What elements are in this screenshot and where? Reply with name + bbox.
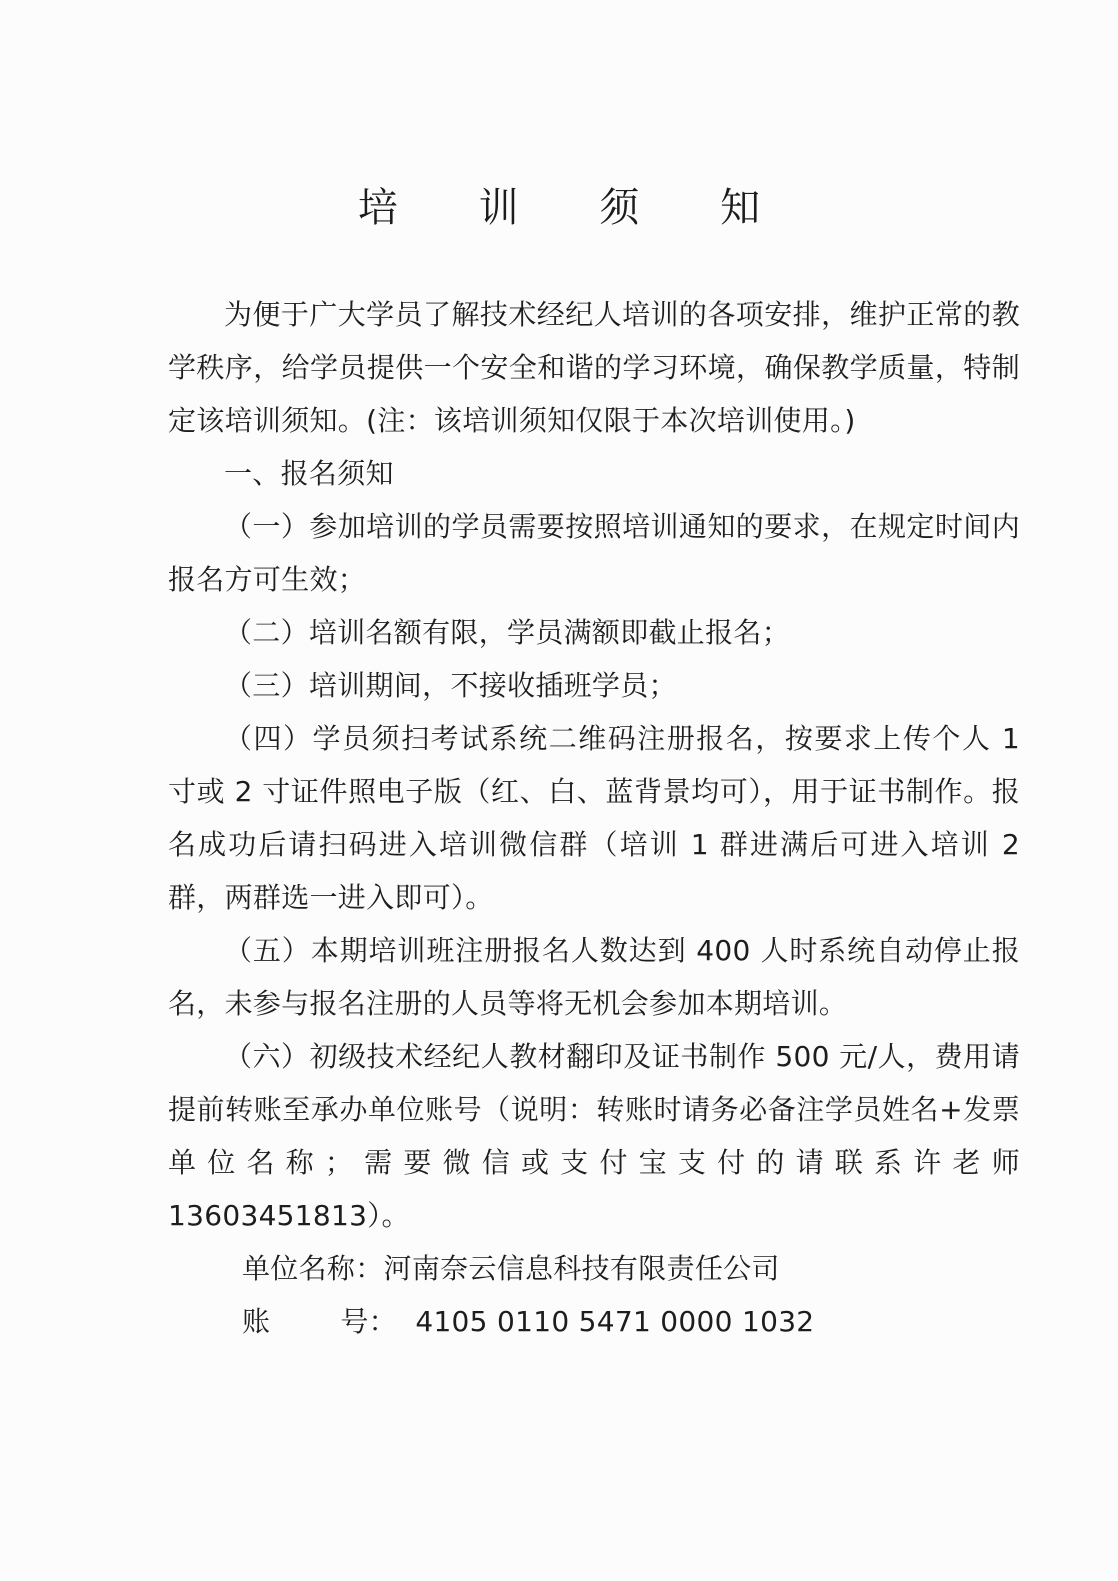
- document-title: 培 训 须 知: [357, 185, 795, 231]
- document-body: [168, 288, 1020, 1348]
- company-label: 单位名称：: [242, 1252, 384, 1285]
- list-item: （五）本期培训班注册报名人数达到 400 人时系统自动停止报名，未参与报名注册的人员等将无机会参加本期培训。: [168, 934, 1020, 1020]
- account-label-part1: 账: [242, 1305, 271, 1338]
- list-item: （二）培训名额有限，学员满额即截止报名；: [224, 616, 791, 649]
- list-item: （三）培训期间，不接收插班学员；: [224, 669, 677, 702]
- account-row: [168, 1295, 1020, 1348]
- intro-paragraph: 为便于广大学员了解技术经纪人培训的各项安排，维护正常的教学秩序，给学员提供一个安全和谐的学习环境，确保教学质量，特制定该培训须知。(注：该培训须知仅限于本次培训使用。): [168, 298, 1020, 437]
- account-number: 4105 0110 5471 0000 1032: [415, 1305, 815, 1338]
- account-label-part2: 号：: [340, 1305, 397, 1338]
- list-item: （一）参加培训的学员需要按照培训通知的要求，在规定时间内报名方可生效；: [168, 510, 1020, 596]
- list-item: （六）初级技术经纪人教材翻印及证书制作 500 元/人，费用请提前转账至承办单位账号（说明：转账时请务必备注学员姓名+发票单位名称；需要微信或支付宝支付的请联系许老师 13603451813）。: [168, 1040, 1020, 1232]
- section-heading: 一、报名须知: [224, 457, 394, 490]
- list-item: （四）学员须扫考试系统二维码注册报名，按要求上传个人 1 寸或 2 寸证件照电子版（红、白、蓝背景均可），用于证书制作。报名成功后请扫码进入培训微信群（培训 1 群进满后可进入培训 2 群，两群选一进入即可）。: [168, 722, 1020, 914]
- company-row: [168, 1242, 1020, 1295]
- company-name: 河南奈云信息科技有限责任公司: [383, 1252, 780, 1285]
